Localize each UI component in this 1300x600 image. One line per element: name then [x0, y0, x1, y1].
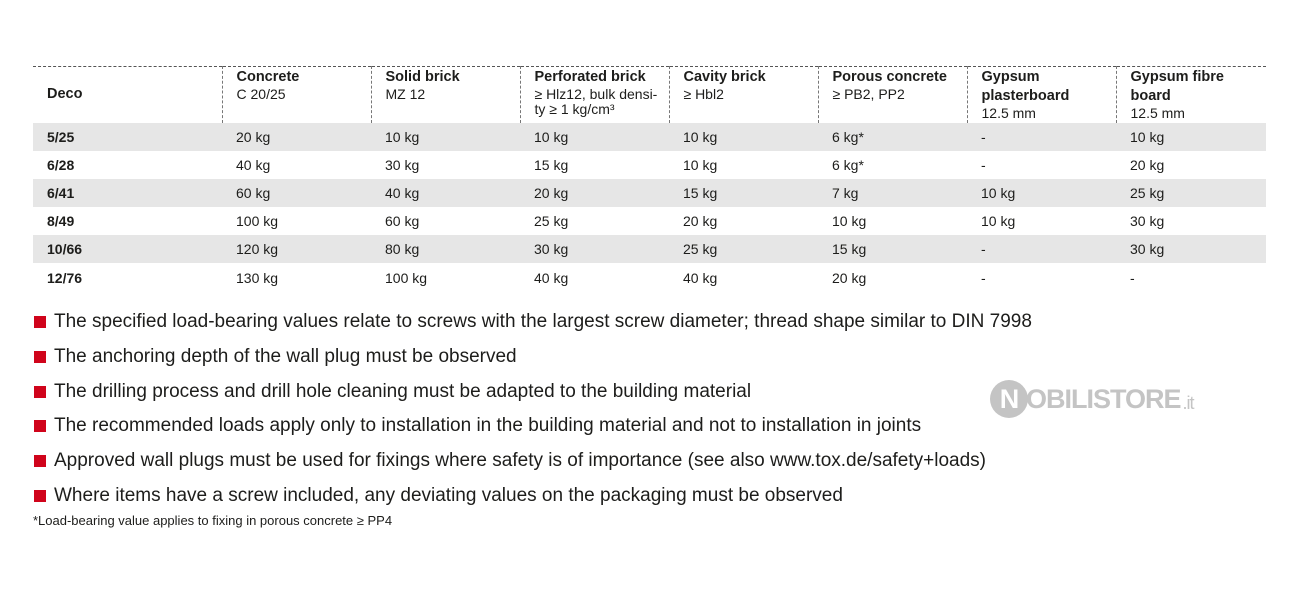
table-cell: 10 kg	[832, 213, 867, 230]
table-cell: 20 kg	[1130, 156, 1165, 173]
table-cell: 10 kg	[1130, 128, 1165, 145]
table-cell: 100 kg	[236, 213, 279, 230]
table-cell: -	[981, 241, 986, 258]
note-item	[34, 305, 1032, 340]
table-cell: 30 kg	[385, 156, 420, 173]
watermark-text: OBILISTORE	[1026, 383, 1181, 414]
note-item	[34, 444, 1032, 479]
table-cell: 40 kg	[534, 269, 569, 286]
watermark-letter: N	[990, 380, 1028, 418]
column-header-5	[818, 67, 967, 123]
table-cell: 7 kg	[832, 184, 859, 201]
table-cell: 100 kg	[385, 269, 428, 286]
column-header-3	[520, 67, 669, 123]
bullet-square-icon	[34, 420, 46, 432]
load-table-container	[33, 66, 1266, 292]
row-label: 8/49	[47, 213, 75, 230]
column-header-title: Solid brick	[385, 69, 460, 85]
column-header-subtitle: MZ 12	[385, 86, 426, 102]
column-header-subtitle: ≥ Hlz12, bulk densi- ty ≥ 1 kg/cm³	[534, 86, 658, 117]
row-label: 10/66	[47, 241, 83, 258]
note-item	[34, 340, 1032, 375]
notes-list	[34, 305, 1032, 513]
table-cell: 30 kg	[1130, 241, 1165, 258]
table-cell: 15 kg	[534, 156, 569, 173]
column-header-4	[669, 67, 818, 123]
table-cell: 10 kg	[385, 128, 420, 145]
table-cell: -	[1130, 269, 1135, 286]
note-item	[34, 409, 1032, 444]
note-item	[34, 374, 1032, 409]
footnote: *Load-bearing value applies to fixing in porous concrete ≥ PP4	[33, 513, 393, 528]
table-cell: 20 kg	[832, 269, 867, 286]
table-body	[33, 123, 1266, 292]
table-cell: 6 kg*	[832, 156, 864, 173]
table-row	[33, 179, 1266, 207]
table-cell: 10 kg	[981, 213, 1016, 230]
table-cell: 40 kg	[385, 184, 420, 201]
column-header-subtitle: ≥ PB2, PP2	[832, 86, 905, 102]
column-header-title: Porous concrete	[832, 69, 947, 85]
column-header-7	[1116, 67, 1266, 123]
column-header-subtitle: ≥ Hbl2	[683, 86, 724, 102]
table-cell: 10 kg	[683, 156, 718, 173]
bullet-square-icon	[34, 455, 46, 467]
table-cell: -	[981, 269, 986, 286]
row-label: 12/76	[47, 269, 83, 286]
table-row	[33, 123, 1266, 151]
table-cell: 60 kg	[236, 184, 271, 201]
column-header-0	[33, 67, 222, 123]
load-table	[33, 66, 1266, 292]
column-header-title: Cavity brick	[683, 69, 766, 85]
column-header-title: Perforated brick	[534, 69, 646, 85]
bullet-square-icon	[34, 316, 46, 328]
table-row	[33, 263, 1266, 291]
table-cell: 15 kg	[683, 184, 718, 201]
watermark-tld: .it	[1182, 392, 1194, 413]
column-header-subtitle: C 20/25	[236, 86, 286, 102]
table-cell: 20 kg	[236, 128, 271, 145]
table-cell: 130 kg	[236, 269, 279, 286]
table-cell: 40 kg	[236, 156, 271, 173]
column-header-6	[967, 67, 1116, 123]
table-cell: 60 kg	[385, 213, 420, 230]
table-cell: 30 kg	[534, 241, 569, 258]
table-cell: -	[981, 128, 986, 145]
table-cell: 30 kg	[1130, 213, 1165, 230]
table-cell: 20 kg	[534, 184, 569, 201]
table-cell: 25 kg	[1130, 184, 1165, 201]
row-label: 6/41	[47, 184, 75, 201]
note-text: The specified load-bearing values relate to screws with the largest screw diameter; thread shape similar to DIN 7998	[54, 311, 1032, 333]
column-header-title: Gypsum fibre board	[1130, 69, 1224, 104]
note-text: The drilling process and drill hole cleaning must be adapted to the building material	[54, 380, 752, 402]
note-text: Approved wall plugs must be used for fixings where safety is of importance (see also www.tox.de/safety+loads)	[54, 450, 986, 472]
table-cell: 25 kg	[683, 241, 718, 258]
table-header-row	[33, 67, 1266, 123]
note-text: The recommended loads apply only to installation in the building material and not to installation in joints	[54, 415, 922, 437]
table-cell: 120 kg	[236, 241, 279, 258]
column-header-subtitle: 12.5 mm	[981, 105, 1036, 121]
column-header-2	[371, 67, 520, 123]
row-label: 5/25	[47, 128, 75, 145]
column-header-title: Concrete	[236, 69, 300, 85]
bullet-square-icon	[34, 386, 46, 398]
table-cell: 6 kg*	[832, 128, 864, 145]
note-text: Where items have a screw included, any deviating values on the packaging must be observed	[54, 484, 843, 506]
table-row	[33, 207, 1266, 235]
table-cell: 10 kg	[981, 184, 1016, 201]
table-cell: 20 kg	[683, 213, 718, 230]
note-item	[34, 478, 1032, 513]
column-header-title: Gypsum plasterboard	[981, 69, 1070, 104]
note-text: The anchoring depth of the wall plug must be observed	[54, 346, 517, 368]
table-cell: 15 kg	[832, 241, 867, 258]
column-header-title: Deco	[47, 86, 83, 103]
column-header-subtitle: 12.5 mm	[1130, 105, 1185, 121]
watermark-logo	[990, 380, 1194, 418]
bullet-square-icon	[34, 351, 46, 363]
column-header-1	[222, 67, 371, 123]
table-cell: 10 kg	[534, 128, 569, 145]
bullet-square-icon	[34, 490, 46, 502]
table-cell: 10 kg	[683, 128, 718, 145]
table-cell: 40 kg	[683, 269, 718, 286]
table-cell: 80 kg	[385, 241, 420, 258]
table-cell: 25 kg	[534, 213, 569, 230]
table-row	[33, 151, 1266, 179]
row-label: 6/28	[47, 156, 75, 173]
table-cell: -	[981, 156, 986, 173]
table-row	[33, 235, 1266, 263]
